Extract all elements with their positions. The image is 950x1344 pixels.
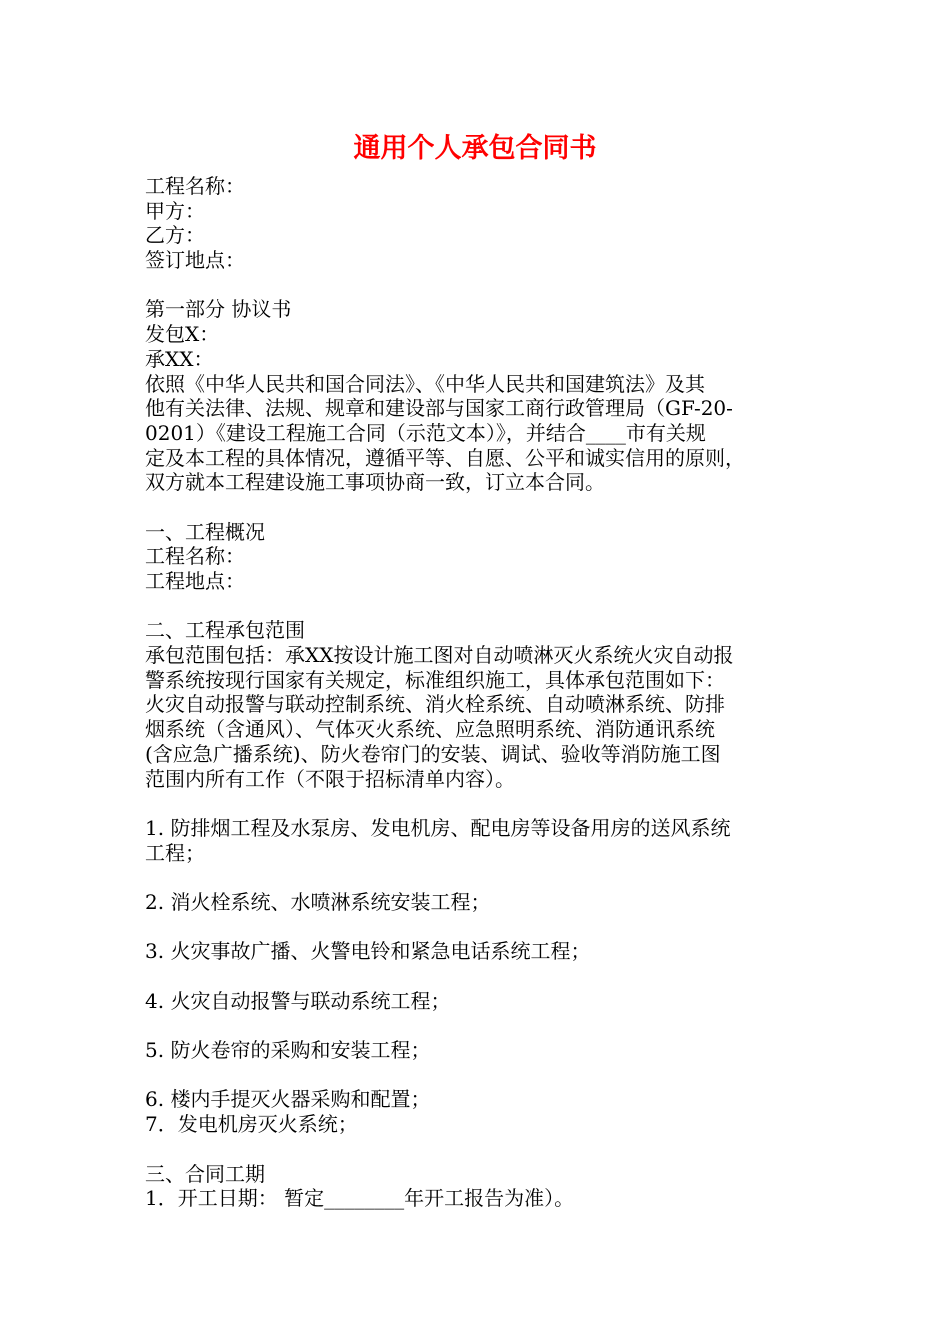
text-line: 7．发电机房灭火系统； [145, 1112, 358, 1137]
text-line: 一、工程概况 [145, 519, 265, 544]
blank-line [145, 495, 835, 520]
text-line: 1. 防排烟工程及水泵房、发电机房、配电房等设备用房的送风系统 [145, 815, 731, 840]
text-line: 双方就本工程建设施工事项协商一致，订立本合同。 [145, 470, 605, 495]
text-line: 4. 火灾自动报警与联动系统工程； [145, 988, 451, 1013]
text-line: 2. 消火栓系统、水喷淋系统安装工程； [145, 889, 491, 914]
document-title: 通用个人承包合同书 [353, 133, 597, 164]
blank-line [145, 1013, 835, 1038]
text-line: 工程名称： [145, 544, 245, 569]
text-line: 定及本工程的具体情况，遵循平等、自愿、公平和诚实信用的原则， [145, 445, 745, 470]
blank-line [145, 594, 835, 619]
text-line: 承包范围包括：承XX按设计施工图对自动喷淋灭火系统火灾自动报 [145, 643, 734, 668]
blank-line [145, 964, 835, 989]
text-line: 甲方： [145, 198, 205, 223]
blank-line [145, 865, 835, 890]
text-line: 第一部分 协议书 [145, 297, 292, 322]
document-body [145, 174, 835, 1211]
text-line: 工程名称： [145, 174, 245, 198]
text-line: 火灾自动报警与联动控制系统、消火栓系统、自动喷淋系统、防排 [145, 692, 725, 717]
text-line: 三、合同工期 [145, 1161, 265, 1186]
blank-line [145, 273, 835, 298]
text-line: 1．开工日期： 暂定________年开工报告为准）。 [145, 1186, 575, 1211]
text-line: 3. 火灾事故广播、火警电铃和紧急电话系统工程； [145, 939, 591, 964]
text-line: 警系统按现行国家有关规定，标准组织施工，具体承包范围如下： [145, 667, 725, 692]
blank-line [145, 915, 835, 940]
text-line: 承XX： [145, 346, 214, 371]
text-line: 0201）《建设工程施工合同（示范文本）》，并结合____市有关规 [145, 420, 706, 445]
text-line: 工程； [145, 840, 205, 865]
text-line: 乙方： [145, 223, 205, 248]
text-line: 依照《中华人民共和国合同法》、《中华人民共和国建筑法》及其 [145, 371, 705, 396]
text-line: (含应急广播系统)、防火卷帘门的安装、调试、验收等消防施工图 [145, 741, 721, 766]
text-line: 签订地点： [145, 248, 245, 273]
text-line: 6. 楼内手提灭火器采购和配置； [145, 1087, 431, 1112]
text-line: 范围内所有工作（不限于招标清单内容）。 [145, 766, 515, 791]
text-line: 5. 防火卷帘的采购和安装工程； [145, 1038, 431, 1063]
text-line: 烟系统（含通风）、气体灭火系统、应急照明系统、消防通讯系统 [145, 717, 715, 742]
text-line: 他有关法律、法规、规章和建设部与国家工商行政管理局（GF-20- [145, 396, 733, 421]
blank-line [145, 1063, 835, 1088]
blank-line [145, 791, 835, 816]
text-line: 发包X： [145, 322, 220, 347]
text-line: 二、工程承包范围 [145, 618, 305, 643]
text-line: 工程地点： [145, 569, 245, 593]
blank-line [145, 1137, 835, 1162]
